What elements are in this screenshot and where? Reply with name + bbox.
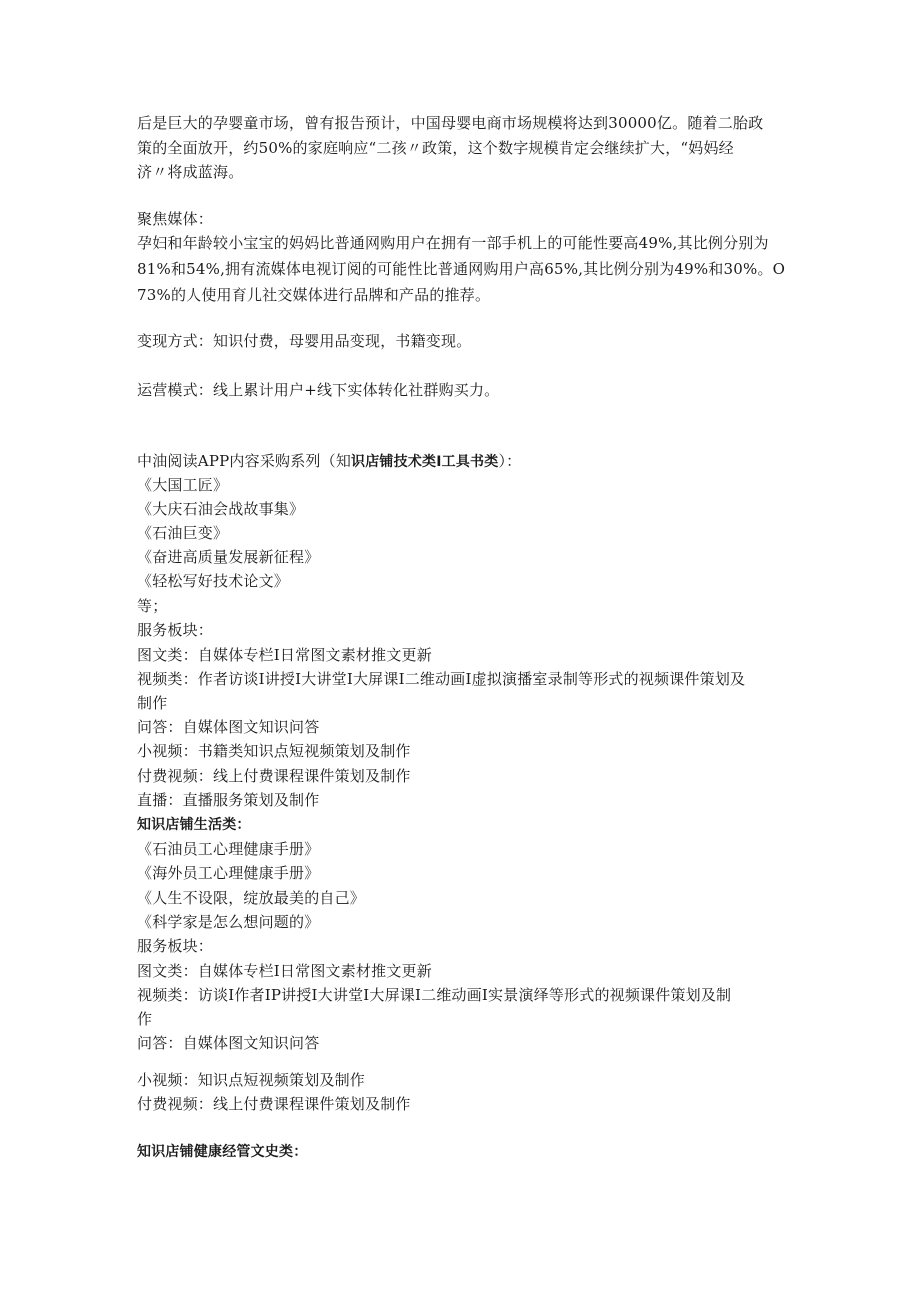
- media-line-1: 孕妇和年龄较小宝宝的妈妈比普通网购用户在拥有一部手机上的可能性要高49%,其比例分别为: [137, 234, 769, 252]
- operation-text: 运营模式：线上累计用户+线下实体转化社群购买力。: [137, 381, 500, 399]
- life-book-item: 《石油员工心理健康手册》: [137, 840, 320, 858]
- life-book-item: 《科学家是怎么想问题的》: [137, 913, 320, 931]
- tech-service-item: 问答：自媒体图文知识问答: [137, 718, 320, 736]
- tech-book-item: 《奋进高质量发展新征程》: [137, 548, 320, 566]
- tech-heading-bold: 识店铺技术类I工具书类: [351, 454, 499, 470]
- tech-heading-suffix: ）：: [498, 452, 522, 470]
- life-service-item: 图文类：自媒体专栏I日常图文素材推文更新: [137, 962, 432, 980]
- tech-service-item: 小视频：书籍类知识点短视频策划及制作: [137, 742, 411, 760]
- monetization-text: 变现方式：知识付费，母婴用品变现，书籍变现。: [137, 332, 472, 350]
- life-section-heading: 知识店铺生活类：: [137, 817, 251, 833]
- tech-heading-prefix: 中油阅读APP内容采购系列（知: [137, 452, 352, 470]
- media-heading: 聚焦媒体：: [137, 210, 214, 228]
- tech-etc: 等；: [137, 597, 168, 615]
- life-extra-service-item: 付费视频：线上付费课程课件策划及制作: [137, 1095, 411, 1113]
- tech-book-item: 《轻松写好技术论文》: [137, 572, 290, 590]
- tech-book-item: 《大庆石油会战故事集》: [137, 500, 305, 518]
- health-section-heading: 知识店铺健康经管文史类：: [137, 1144, 308, 1160]
- tech-section-heading: [137, 451, 521, 472]
- intro-line-3: 济〃将成蓝海。: [137, 163, 244, 181]
- life-services-heading: 服务板块：: [137, 937, 214, 955]
- tech-service-item: 制作: [137, 694, 168, 712]
- life-book-item: 《人生不设限，绽放最美的自己》: [137, 889, 366, 907]
- life-book-item: 《海外员工心理健康手册》: [137, 864, 320, 882]
- tech-service-item: 付费视频：线上付费课程课件策划及制作: [137, 767, 411, 785]
- tech-service-item: 图文类：自媒体专栏I日常图文素材推文更新: [137, 646, 432, 664]
- tech-book-item: 《石油巨变》: [137, 524, 229, 542]
- tech-service-item: 视频类：作者访谈I讲授I大讲堂I大屏课I二维动画I虚拟演播室录制等形式的视频课件策划及: [137, 670, 746, 688]
- life-service-item: 视频类：访谈I作者IP讲授I大讲堂I大屏课I二维动画I实景演绎等形式的视频课件策划及制: [137, 986, 732, 1004]
- life-service-item: 问答：自媒体图文知识问答: [137, 1034, 320, 1052]
- intro-line-2: 策的全面放开，约50%的家庭响应“二孩〃政策，这个数字规模肯定会继续扩大，“妈妈经: [137, 139, 734, 157]
- life-extra-service-item: 小视频：知识点短视频策划及制作: [137, 1071, 366, 1089]
- tech-book-item: 《大国工匠》: [137, 476, 229, 494]
- life-service-item: 作: [137, 1010, 153, 1028]
- media-line-3: 73%的人使用育儿社交媒体进行品牌和产品的推荐。: [137, 286, 491, 304]
- tech-services-heading: 服务板块：: [137, 621, 214, 639]
- media-line-2: 81%和54%,拥有流媒体电视订阅的可能性比普通网购用户高65%,其比例分别为49%和30%。O: [137, 260, 786, 278]
- intro-line-1: 后是巨大的孕婴童市场，曾有报告预计，中国母婴电商市场规模将达到30000亿。随着二胎政: [137, 114, 764, 132]
- tech-service-item: 直播：直播服务策划及制作: [137, 791, 320, 809]
